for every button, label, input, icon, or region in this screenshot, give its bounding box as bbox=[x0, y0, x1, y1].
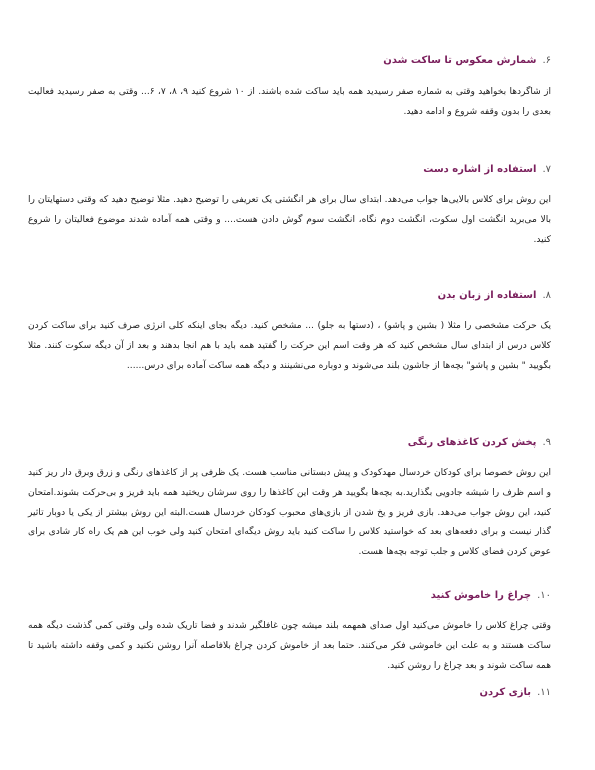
section-title: چراغ را خاموش کنید bbox=[430, 590, 532, 601]
section-body-9: این روش خصوصا برای کودکان خردسال مهدکودک و پیش دبستانی مناسب هست. یک ظرفی پر از کاغذهای رنگی و زرق وبرق دار ریز کنید و اسم ظرف را شیشه جادویی بگذارید.به بچه‌ها بگویید هر وقت این کاغذها را روی سرشان ریختید همه باید فریز و بی‌حرکت بشوند.امتحان کنید، این روش جواب می‌دهد. بازی فریز و یخ شدن از بازی‌های محبوب کودکان خردسال هست.البته این روش بیشتر از یکی یا دوبار تاثیر گذار نیست و برای دفعه‌های بعد که خواستید کلاس را ساکت کنید باید روش دیگه‌ای امتحان کنید ولی خوب این هم یک راه کار شادی برای عوض کردن فضای کلاس و جلب توجه بچه‌ها هست. bbox=[28, 468, 551, 558]
section-number: ۸. bbox=[542, 290, 551, 301]
section-title: استفاده از زبان بدن bbox=[437, 290, 537, 301]
section-body-7: این روش برای کلاس بالایی‌ها جواب می‌دهد. ابتدای سال برای هر انگشتی یک تعریفی را توضیح دهید. مثلا توضیح دهید که وقتی دستهایتان را بالا می‌برید انگشت اول سکوت، انگشت دوم نگاه، انگشت سوم گوش دادن هست.... و وقتی همه آماده شدند موضوع فعالیتان را شروع کنید. bbox=[28, 195, 551, 245]
section-heading-9 bbox=[28, 436, 551, 450]
section-heading-10 bbox=[28, 589, 551, 603]
section-number: ۱۰. bbox=[537, 590, 551, 601]
section-heading-11 bbox=[28, 686, 551, 700]
section-number: ۹. bbox=[542, 437, 551, 448]
section-body-6: از شاگردها بخواهید وقتی به شماره صفر رسیدید همه باید ساکت شده باشند. از ۱۰ شروع کنید ۹، ۸، ۷، ۶... وقتی به صفر رسیدید فعالیت بعدی را بدون وقفه شروع و ادامه دهید. bbox=[28, 87, 552, 117]
section-number: ۱۱. bbox=[537, 687, 551, 698]
section-title: استفاده از اشاره دست bbox=[423, 164, 537, 175]
section-number: ۶. bbox=[542, 55, 551, 66]
section-title: شمارش معکوس تا ساکت شدن bbox=[383, 55, 537, 66]
section-heading-6 bbox=[28, 54, 551, 68]
section-heading-8 bbox=[28, 289, 551, 303]
section-title: بازی کردن bbox=[479, 687, 532, 698]
section-heading-7 bbox=[28, 163, 551, 177]
section-body-10: وقتی چراغ کلاس را خاموش می‌کنید اول صدای همهمه بلند میشه چون غافلگیر شدند و فضا تاریک شده ولی وقتی کمی گذشت دیگه همه ساکت هستند و به علت این خاموشی فکر می‌کنند. حتما بعد از خاموش کردن چراغ بلافاصله آنرا روشن نکنید و کمی وقفه داشته باشید تا همه ساکت شوند و بعد چراغ را روشن کنید. bbox=[28, 621, 551, 671]
section-number: ۷. bbox=[542, 164, 551, 175]
section-body-8: یک حرکت مشخصی را مثلا ( بشین و پاشو) ، (دستها به جلو) ... مشخص کنید. دیگه بجای اینکه کلی انرژی صرف کنید برای ساکت کردن کلاس درس از ابتدای سال مشخص کنید که هر وقت اسم این حرکت را گفتید همه باید با هم انجا بدهند و بعد از آن دیگه سکوت کنند. مثلا بگویید " بشین و پاشو" بچه‌ها از جاشون بلند می‌شوند و دوباره می‌نشینند و دیگه همه ساکت آماده برای درس...... bbox=[28, 321, 551, 371]
section-title: پخش کردن کاغذهای رنگی bbox=[407, 437, 537, 448]
